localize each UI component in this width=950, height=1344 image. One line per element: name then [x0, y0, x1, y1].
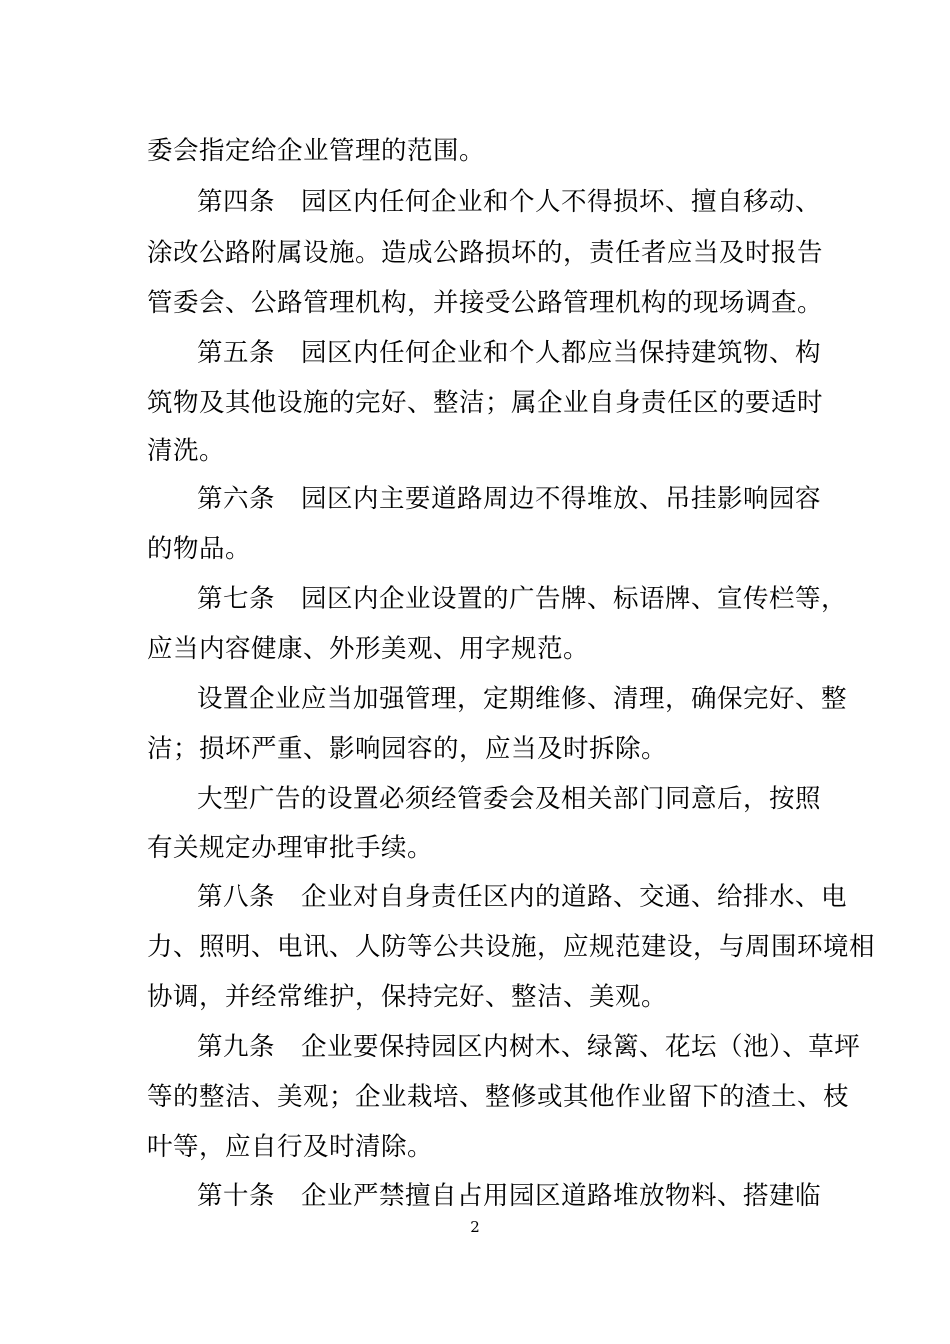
- text-line: 筑物及其他设施的完好、整洁；属企业自身责任区的要适时: [147, 388, 824, 418]
- article-7-line: 第七条 园区内企业设置的广告牌、标语牌、宣传栏等，: [197, 584, 848, 614]
- article-4-line: 第四条 园区内任何企业和个人不得损坏、擅自移动、: [197, 187, 822, 217]
- article-6-line: 第六条 园区内主要道路周边不得堆放、吊挂影响园容: [197, 484, 822, 514]
- text-line: 管委会、公路管理机构，并接受公路管理机构的现场调查。: [147, 288, 824, 318]
- text-line: 委会指定给企业管理的范围。: [147, 136, 486, 166]
- article-9-line: 第九条 企业要保持园区内树木、绿篱、花坛（池）、草坪: [197, 1032, 861, 1062]
- text-line: 设置企业应当加强管理，定期维修、清理，确保完好、整: [197, 684, 848, 714]
- article-8-line: 第八条 企业对自身责任区内的道路、交通、给排水、电: [197, 882, 848, 912]
- text-line: 涂改公路附属设施。造成公路损坏的，责任者应当及时报告: [147, 238, 824, 268]
- text-line: 力、照明、电讯、人防等公共设施，应规范建设，与周围环境相: [147, 932, 876, 962]
- text-line: 等的整洁、美观；企业栽培、整修或其他作业留下的渣土、枝: [147, 1082, 850, 1112]
- text-line: 叶等，应自行及时清除。: [147, 1132, 434, 1162]
- text-line: 洁；损坏严重、影响园容的，应当及时拆除。: [147, 734, 668, 764]
- article-10-line: 第十条 企业严禁擅自占用园区道路堆放物料、搭建临: [197, 1181, 822, 1211]
- page-number: 2: [470, 1218, 480, 1236]
- text-line: 协调，并经常维护，保持完好、整洁、美观。: [147, 982, 668, 1012]
- article-5-line: 第五条 园区内任何企业和个人都应当保持建筑物、构: [197, 338, 822, 368]
- text-line: 应当内容健康、外形美观、用字规范。: [147, 634, 590, 664]
- text-line: 清洗。: [147, 436, 226, 466]
- text-line: 大型广告的设置必须经管委会及相关部门同意后，按照: [197, 784, 822, 814]
- text-line: 的物品。: [147, 534, 252, 564]
- text-line: 有关规定办理审批手续。: [147, 833, 434, 863]
